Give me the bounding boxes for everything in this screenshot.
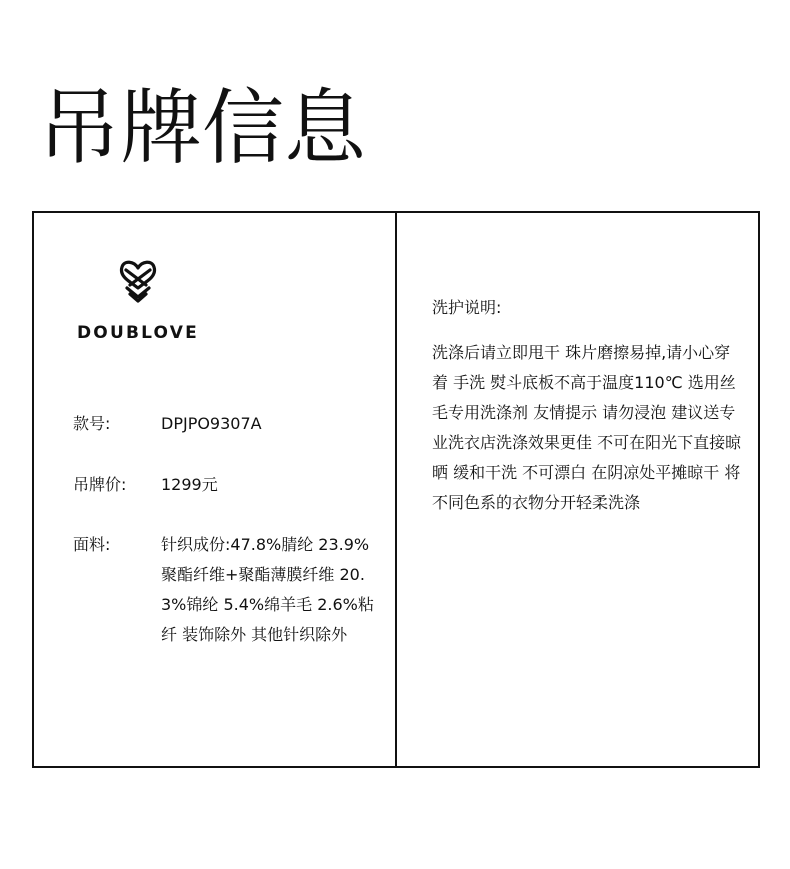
- brand-name: DOUBLOVE: [77, 323, 199, 343]
- heart-knot-logo-icon: [118, 258, 158, 306]
- page-title: 吊牌信息: [38, 81, 367, 176]
- price-value: 1299元: [161, 475, 218, 494]
- price-label: 吊牌价:: [73, 475, 127, 494]
- care-instructions: 洗涤后请立即甩干 珠片磨擦易掉,请小心穿着 手洗 熨斗底板不高于温度110℃ 选用丝毛专用洗涤剂 友情提示 请勿浸泡 建议送专业洗衣店洗涤效果更佳 不可在阳光下直接晾晒 缓和干洗 不可漂白 在阴凉处平摊晾干 将不同色系的衣物分开轻柔洗涤: [432, 343, 742, 512]
- style-no-label: 款号:: [73, 414, 111, 433]
- style-no-value: DPJPO9307A: [161, 414, 262, 433]
- fabric-label: 面料:: [73, 535, 111, 554]
- fabric-value: 针织成份:47.8%腈纶 23.9%聚酯纤维+聚酯薄膜纤维 20.3%锦纶 5.4%绵羊毛 2.6%粘纤 装饰除外 其他针织除外: [161, 535, 374, 644]
- column-divider: [395, 211, 397, 768]
- care-title: 洗护说明:: [432, 298, 502, 317]
